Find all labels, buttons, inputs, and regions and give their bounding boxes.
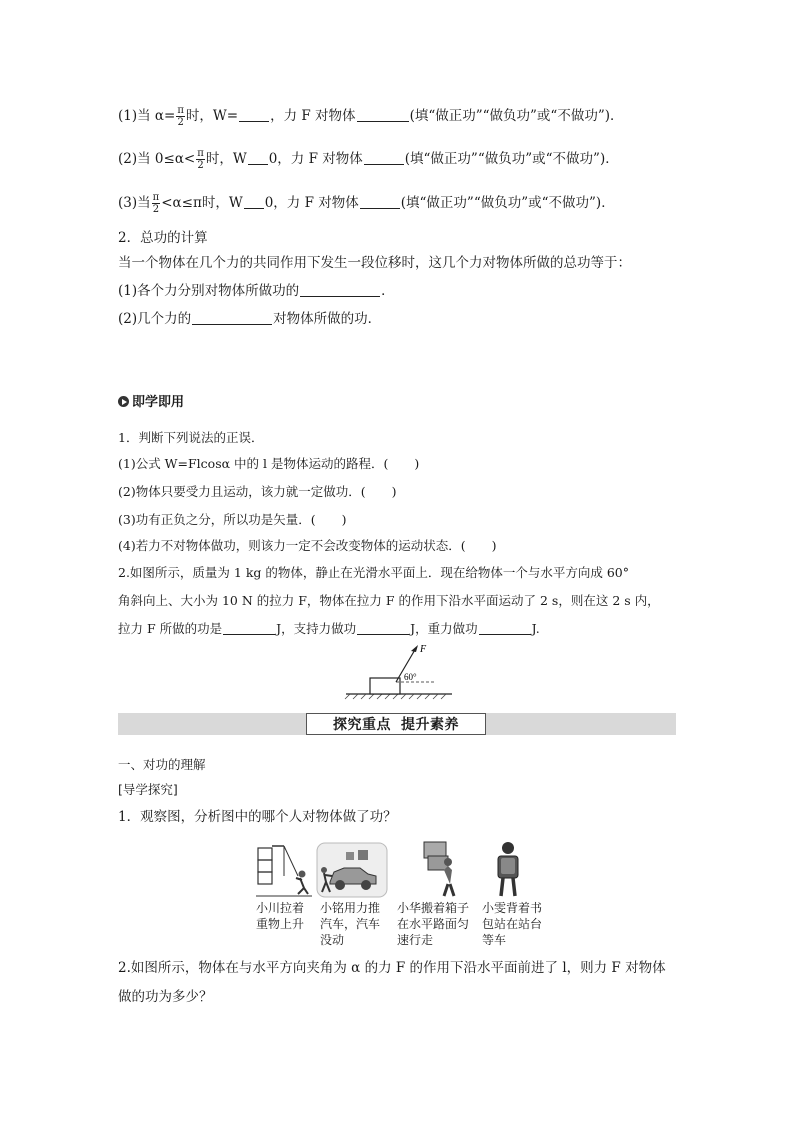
judge-item-2 xyxy=(118,482,396,502)
text: 对物体所做的功． xyxy=(273,311,382,327)
force-diagram xyxy=(340,642,460,702)
answer-blank[interactable] xyxy=(357,107,409,122)
caption-line: 在水平路面匀 xyxy=(397,917,470,931)
practice-q2-line-1: 2.如图所示，质量为 1 kg 的物体，静止在光滑水平面上．现在给物体一个与水平方向成 60° xyxy=(118,565,630,580)
caption-line: 小铭用力推 xyxy=(320,901,381,915)
text: (1)公式 W=Flcosα 中的 l 是物体运动的路程．( xyxy=(118,456,389,471)
text: (填“做正功”“做负功”或“不做功”)． xyxy=(404,151,619,167)
practice-q1: 1．判断下列说法的正误． xyxy=(118,430,264,445)
understanding-q1: 1．观察图，分析图中的哪个人对物体做了功？ xyxy=(118,809,397,825)
text: 0，力 F 对物体 xyxy=(264,195,359,211)
frac-num: π xyxy=(152,192,160,203)
section-banner xyxy=(306,713,486,735)
text: ) xyxy=(414,456,420,471)
person-pushing-car-illustration xyxy=(316,842,388,898)
caption-line: 汽车，汽车 xyxy=(320,917,381,931)
judge-item-4 xyxy=(118,536,496,556)
answer-blank[interactable] xyxy=(248,150,268,165)
illustration-caption-1 xyxy=(256,900,304,932)
caption-line: 重物上升 xyxy=(256,917,305,931)
frac-den: 2 xyxy=(197,160,204,171)
judge-item-3 xyxy=(118,510,346,530)
judge-item-1 xyxy=(118,454,419,474)
pi-over-2-fraction xyxy=(176,105,185,128)
pi-over-2-fraction xyxy=(152,192,161,215)
text: ) xyxy=(341,512,347,527)
text: (3)功有正负之分，所以功是矢量．( xyxy=(118,512,316,527)
block xyxy=(370,678,400,694)
practice-q2-line-3 xyxy=(118,619,540,639)
understanding-q2-line-1: 2.如图所示，物体在与水平方向夹角为 α 的力 F 的作用下沿水平面前进了 l，则力 F 对物体 xyxy=(118,960,666,976)
total-work-heading: 2．总功的计算 xyxy=(118,230,208,246)
text: (2)当 0≤α< xyxy=(118,151,196,167)
text: (1)各个力分别对物体所做功的 xyxy=(118,283,300,299)
person-carrying-box-illustration xyxy=(418,840,462,900)
banner-right-text: 提升素养 xyxy=(401,717,459,733)
guided-inquiry-tag: [导学探究] xyxy=(118,782,178,797)
frac-num: π xyxy=(177,105,184,116)
illustration-caption-3 xyxy=(397,900,469,948)
answer-blank[interactable] xyxy=(479,620,531,635)
total-work-item-2 xyxy=(118,309,381,329)
text: J，支持力做功 xyxy=(276,621,357,636)
answer-blank[interactable] xyxy=(239,107,269,122)
answer-blank[interactable] xyxy=(192,310,272,325)
answer-blank[interactable] xyxy=(244,194,264,209)
understanding-q2-line-2: 做的功为多少？ xyxy=(118,989,213,1005)
caption-line: 包站在站台 xyxy=(482,917,543,931)
caption-line: 小雯背着书 xyxy=(482,901,543,915)
illustration-caption-4 xyxy=(482,900,542,948)
play-bullet-icon xyxy=(118,396,129,407)
condition-line-2 xyxy=(118,148,619,171)
person-with-backpack-illustration xyxy=(486,840,530,900)
practice-heading xyxy=(118,393,184,413)
text: ) xyxy=(391,484,397,499)
force-label: F xyxy=(420,644,427,655)
text: ) xyxy=(491,538,497,553)
total-work-intro: 当一个物体在几个力的共同作用下发生一段位移时，这几个力对物体所做的总功等于： xyxy=(118,255,631,271)
total-work-item-1 xyxy=(118,281,395,301)
understanding-heading: 一、对功的理解 xyxy=(118,757,206,772)
answer-blank[interactable] xyxy=(364,150,404,165)
frac-den: 2 xyxy=(177,117,184,128)
condition-line-1 xyxy=(118,105,624,128)
person-pulling-weight-illustration xyxy=(254,842,314,898)
text: J. xyxy=(531,621,540,636)
banner-left-text: 探究重点 xyxy=(333,717,391,733)
frac-den: 2 xyxy=(152,204,160,215)
text: ． xyxy=(381,283,395,299)
text: 即学即用 xyxy=(132,395,185,410)
text: (4)若力不对物体做功，则该力一定不会改变物体的运动状态．( xyxy=(118,538,466,553)
illustration-caption-2 xyxy=(320,900,380,948)
text: (填“做正功”“做负功”或“不做功”)． xyxy=(400,195,615,211)
text: J，重力做功 xyxy=(410,621,478,636)
condition-line-3 xyxy=(118,192,615,215)
text: (1)当 α= xyxy=(118,108,176,124)
text: (2)物体只要受力且运动，该力就一定做功．( xyxy=(118,484,366,499)
pi-over-2-fraction xyxy=(196,148,205,171)
text: 拉力 F 所做的功是 xyxy=(118,621,223,636)
answer-blank[interactable] xyxy=(300,282,380,297)
caption-line: 速行走 xyxy=(397,933,434,947)
text: (填“做正功”“做负功”或“不做功”)． xyxy=(409,108,624,124)
caption-line: 没动 xyxy=(320,933,345,947)
answer-blank[interactable] xyxy=(357,620,409,635)
frac-num: π xyxy=(197,148,204,159)
caption-line: 小川拉着 xyxy=(256,901,305,915)
answer-blank[interactable] xyxy=(223,620,275,635)
answer-blank[interactable] xyxy=(360,194,400,209)
text: (2)几个力的 xyxy=(118,311,192,327)
angle-label: 60° xyxy=(404,672,417,682)
caption-line: 小华搬着箱子 xyxy=(397,901,470,915)
text: <α≤π时，W xyxy=(161,195,243,211)
caption-line: 等车 xyxy=(482,933,507,947)
text: 0，力 F 对物体 xyxy=(268,151,363,167)
text: ，力 F 对物体 xyxy=(270,108,356,124)
text: 时，W= xyxy=(185,108,239,124)
text: (3)当 xyxy=(118,195,151,211)
practice-q2-line-2: 角斜向上、大小为 10 N 的拉力 F，物体在拉力 F 的作用下沿水平面运动了 2 s，则在这 2 s 内， xyxy=(118,593,660,608)
text: 时，W xyxy=(205,151,247,167)
